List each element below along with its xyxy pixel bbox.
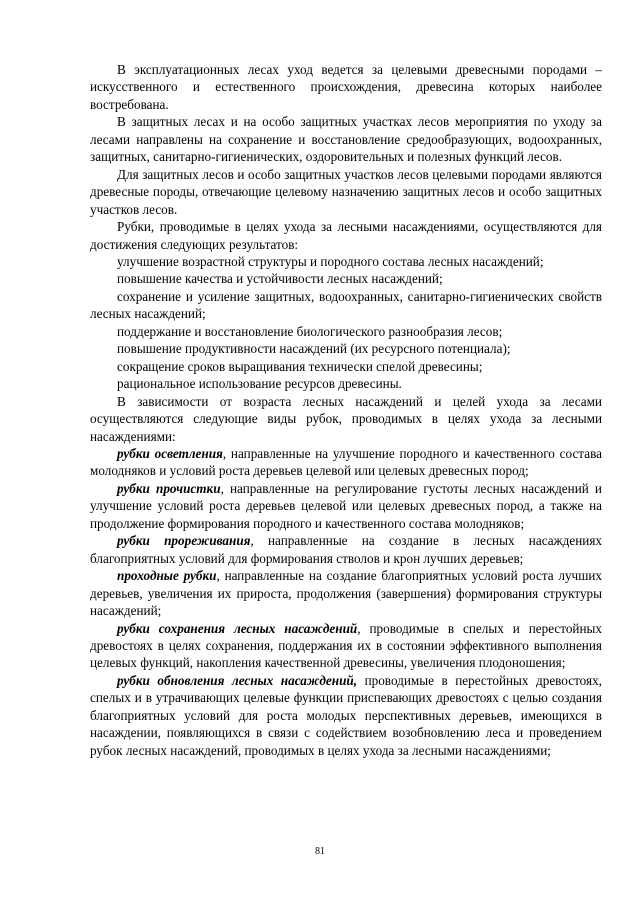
paragraph-target-species: Для защитных лесов и особо защитных участков лесов целевыми породами являются древесные породы, отвечающие целевому назначению защитных лесов и особо защитных участков лесов. bbox=[90, 166, 602, 217]
cutting-type-description: проводимые в перестойных древостоях, спелых и в утрачивающих целевые функции приспевающих древостоях с целью создания благоприятных условий для роста молодых перспективных деревьев, имеющихся в насаждении, появляющихся в связи с содействием возобновлению леса и проведением рубок лесных насаждений, проводимых в целях ухода за лесными насаждениями; bbox=[90, 672, 602, 758]
cutting-type-term: рубки осветления bbox=[117, 445, 223, 461]
cutting-type-term: проходные рубки bbox=[117, 568, 217, 584]
cutting-type-description: , направленные на создание благоприятных условий роста лучших деревьев, увеличения их прироста, продолжения (завершения) формирования структуры насаждений; bbox=[90, 568, 602, 619]
result-item: поддержание и восстановление биологического разнообразия лесов; bbox=[117, 323, 503, 339]
result-item: сокращение сроков выращивания технически спелой древесины; bbox=[117, 358, 483, 374]
cutting-type-description: , направленные на создание в лесных насаждениях благоприятных условий для формирования стволов и крон лучших деревьев; bbox=[90, 533, 603, 566]
cutting-type-description: , проводимые в спелых и перестойных древостоях в целях сохранения, поддержания их в состоянии эффективного выполнения целевых функций, накопления качественной древесины, увеличения плодоношения; bbox=[90, 620, 602, 671]
cutting-type-term: рубки сохранения лесных насаждений bbox=[117, 620, 358, 636]
paragraph-exploitation-forests: В эксплуатационных лесах уход ведется за целевыми древесными породами – искусственного и естественного происхождения, древесина которых наиболее востребована. bbox=[90, 62, 602, 112]
cutting-type-item bbox=[90, 672, 602, 759]
paragraph-cutting-types: В зависимости от возраста лесных насаждений и целей ухода за лесами осуществляются следующие виды рубок, проводимых в целях ухода за лесными насаждениями: bbox=[90, 393, 602, 444]
cutting-type-description: , направленные на регулирование густоты лесных насаждений и улучшение условий роста деревьев целевой или целевых древесных пород, а также на продолжение формирования породного и качественного состава молодняков; bbox=[90, 480, 602, 531]
cutting-type-term: рубки прочистки bbox=[117, 480, 221, 496]
cutting-type-description: , направленные на улучшение породного и качественного состава молодняков и условий роста деревьев целевой или целевых древесных пород; bbox=[90, 445, 602, 479]
cutting-type-item bbox=[90, 445, 602, 480]
cutting-type-item bbox=[90, 567, 602, 619]
cutting-type-term: рубки обновления лесных насаждений, bbox=[117, 672, 358, 688]
cutting-type-item bbox=[90, 620, 602, 672]
page-number: 81 bbox=[315, 846, 325, 857]
result-item: повышение продуктивности насаждений (их ресурсного потенциала); bbox=[117, 341, 511, 357]
cutting-type-term: рубки прореживания bbox=[117, 533, 251, 549]
result-item: рациональное использование ресурсов древесины. bbox=[117, 376, 402, 392]
paragraph-cutting-goals: Рубки, проводимые в целях ухода за лесными насаждениями, осуществляются для достижения следующих результатов: bbox=[90, 219, 602, 252]
result-item: сохранение и усиление защитных, водоохранных, санитарно-гигиенических свойств лесных насаждений; bbox=[90, 288, 602, 322]
cutting-type-item bbox=[90, 532, 602, 567]
result-item: улучшение возрастной структуры и породного состава лесных насаждений; bbox=[117, 253, 544, 269]
page-body bbox=[90, 61, 602, 759]
result-item: повышение качества и устойчивости лесных насаждений; bbox=[117, 271, 443, 287]
cutting-type-item bbox=[90, 480, 602, 532]
paragraph-protective-forests: В защитных лесах и на особо защитных участках лесов мероприятия по уходу за лесами направлены на сохранение и восстановление средообразующих, водоохранных, защитных, санитарно-гигиенических, оздоровительных и полезных функций лесов. bbox=[90, 114, 602, 165]
